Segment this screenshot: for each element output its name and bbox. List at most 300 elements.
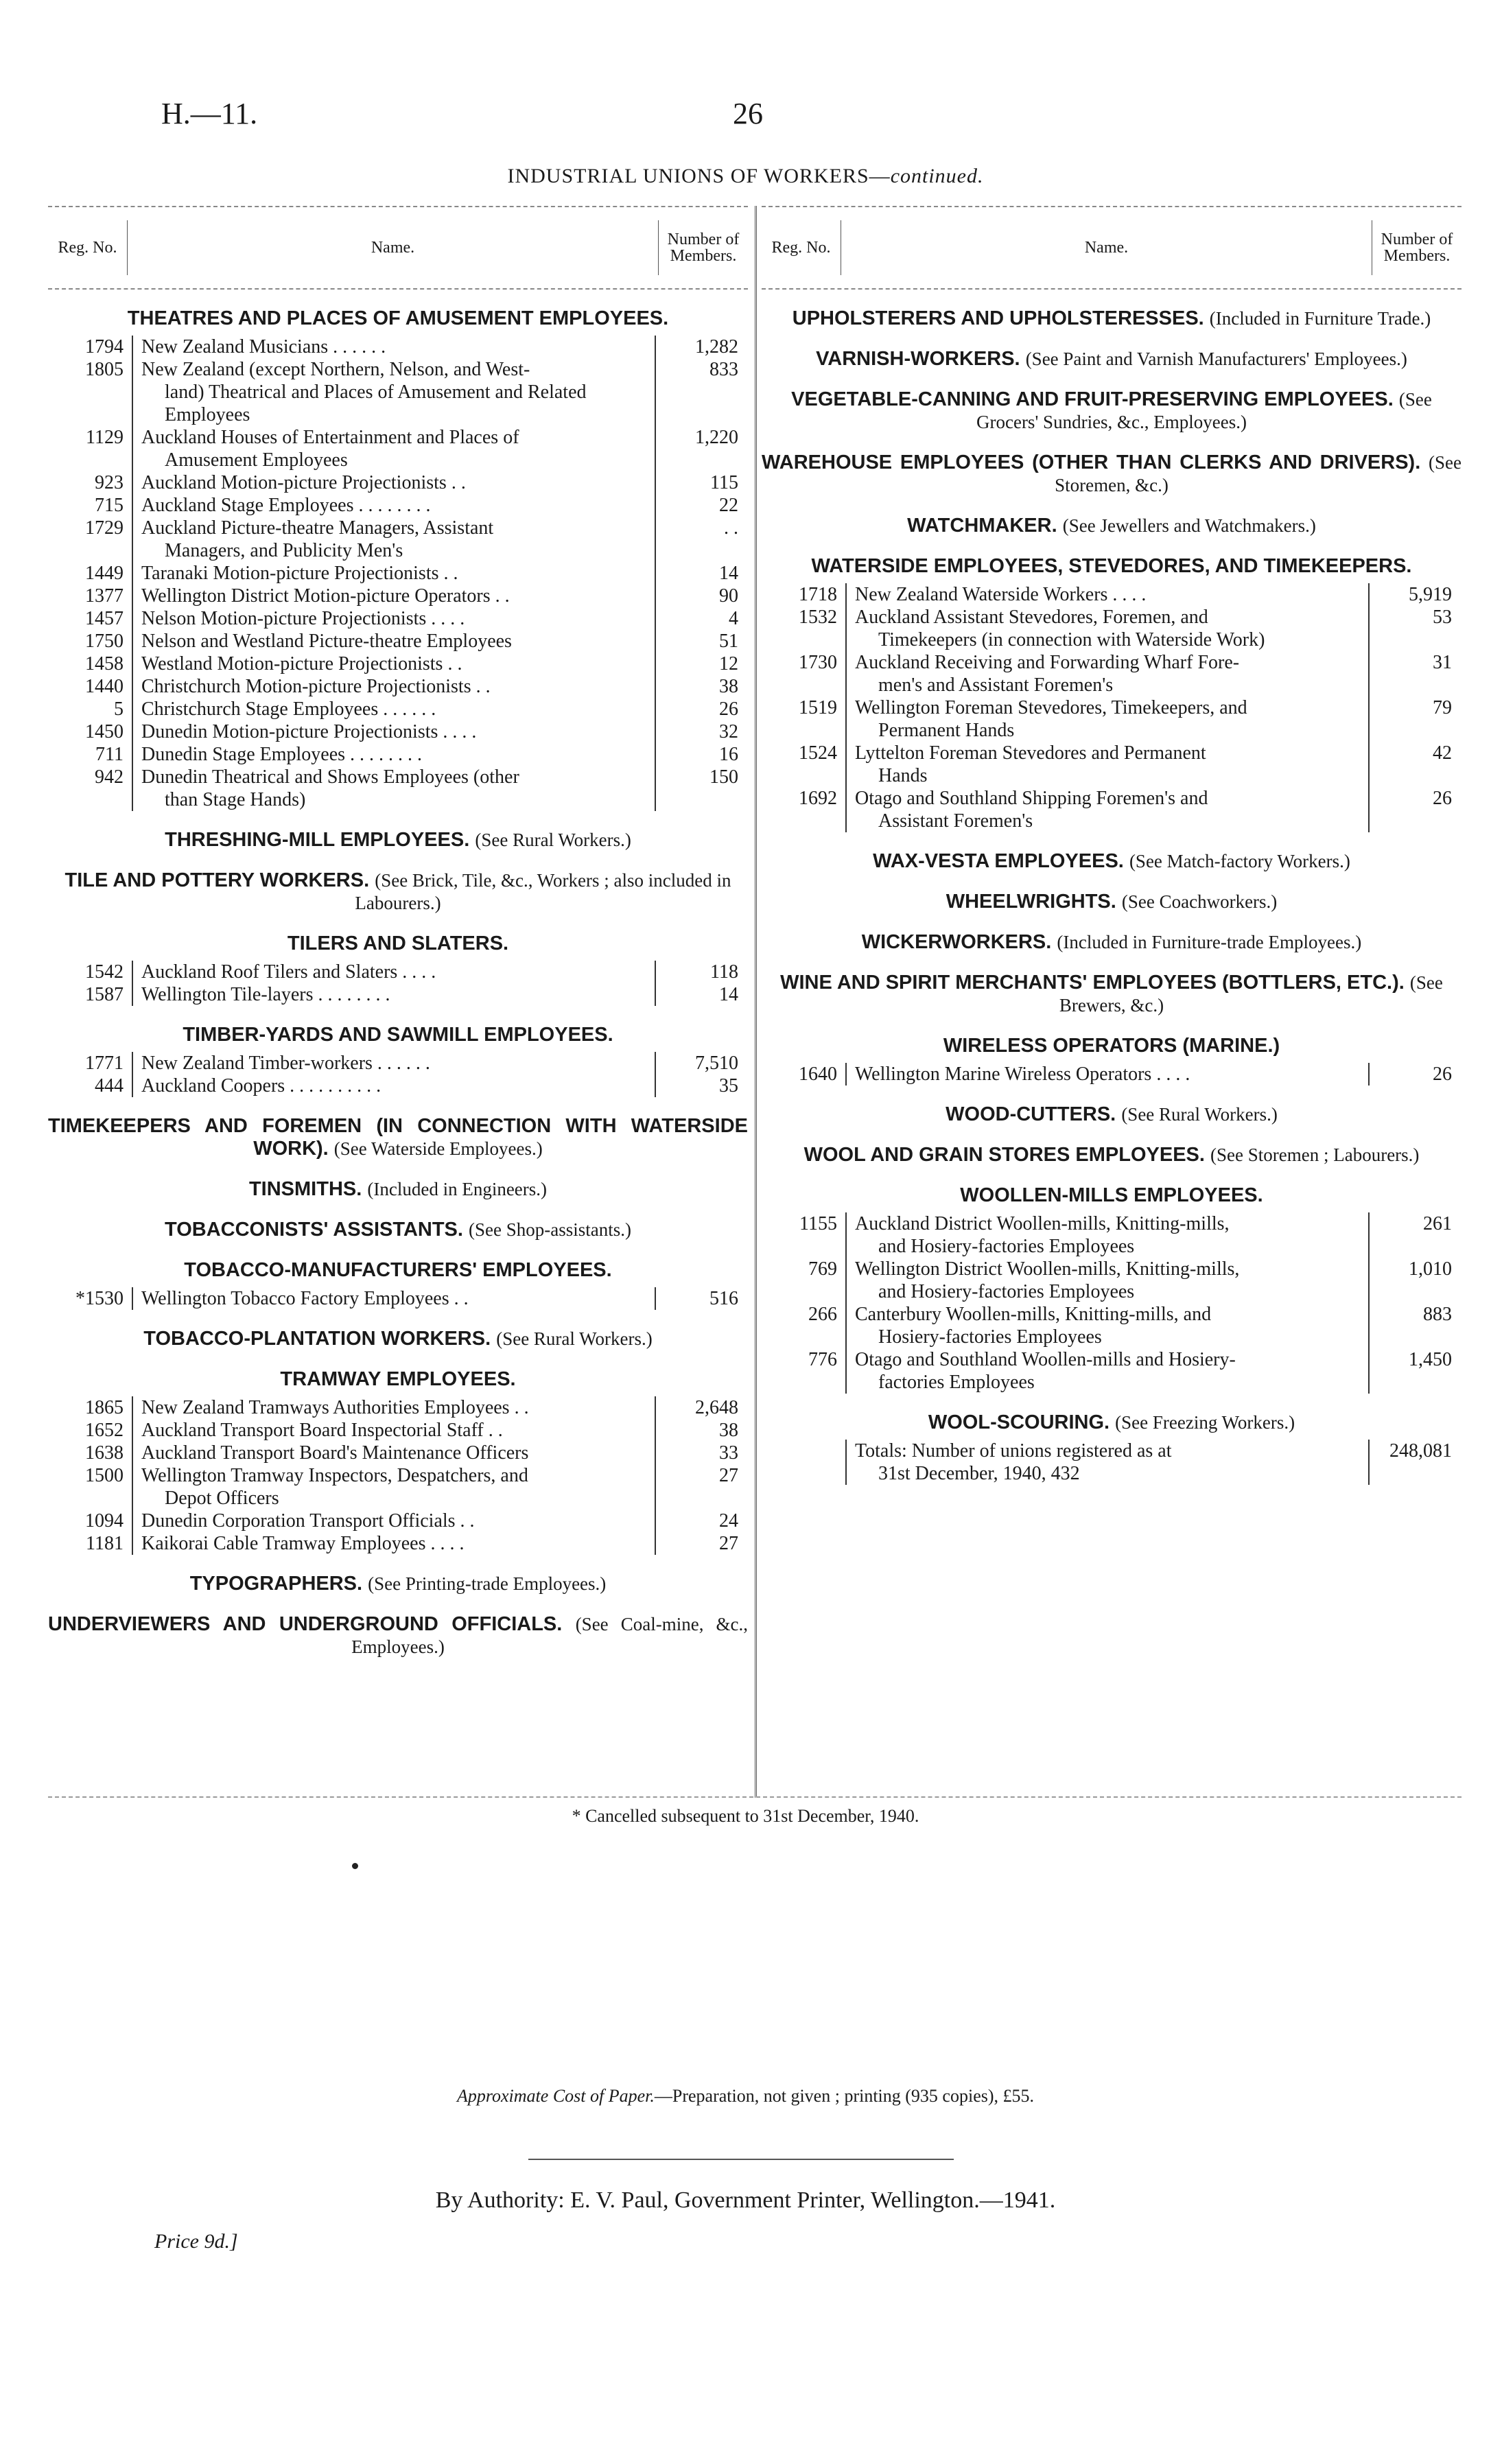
union-name-continued: and Hosiery-factories Employees: [878, 1281, 1135, 1302]
table-row: [48, 1287, 748, 1310]
section-reference: (See Waterside Employees.): [333, 1138, 543, 1159]
union-name-text: Dunedin Motion-picture Projectionists . . . .: [141, 721, 477, 742]
table-header: [762, 206, 1461, 290]
section-name: TOBACCO-PLANTATION WORKERS.: [143, 1328, 491, 1350]
section-title: TIMBER-YARDS AND SAWMILL EMPLOYEES.: [183, 1024, 613, 1046]
member-count: 118: [655, 961, 748, 983]
section-title: [48, 869, 748, 915]
union-name: [133, 653, 655, 675]
table-row: [48, 471, 748, 494]
reg-number: 1865: [48, 1396, 133, 1419]
union-name: [847, 651, 1368, 696]
union-name-continued: and Hosiery-factories Employees: [878, 1236, 1135, 1257]
section-title: [48, 829, 748, 852]
member-count: 38: [655, 1419, 748, 1442]
table-row: [48, 1532, 748, 1555]
section-name: WOOL AND GRAIN STORES EMPLOYEES.: [803, 1144, 1205, 1166]
reg-number: 1750: [48, 630, 133, 653]
union-name: [847, 1348, 1368, 1394]
reg-number: 1718: [762, 583, 847, 606]
member-count: 1,450: [1368, 1348, 1461, 1394]
reg-number: 1771: [48, 1052, 133, 1075]
section-rows: [762, 1063, 1461, 1086]
union-name-continued: Timekeepers (in connection with Waterside Work): [878, 629, 1265, 650]
totals-rows: [762, 1440, 1461, 1485]
union-name: [133, 961, 655, 983]
running-title: [0, 165, 1491, 188]
section-name: UPHOLSTERERS AND UPHOLSTERESSES.: [792, 307, 1204, 329]
member-count: 31: [1368, 651, 1461, 696]
union-name: [133, 698, 655, 720]
page-number: 26: [733, 97, 763, 130]
union-name-text: Wellington District Motion-picture Operators . .: [141, 585, 510, 607]
union-name: [133, 562, 655, 585]
table-row: [48, 766, 748, 811]
section-title: TOBACCO-MANUFACTURERS' EMPLOYEES.: [184, 1259, 612, 1281]
table-row: [48, 698, 748, 720]
section-reference: (See Shop-assistants.): [469, 1219, 631, 1240]
reg-number: 1692: [762, 787, 847, 832]
section-name: VARNISH-WORKERS.: [816, 348, 1020, 370]
table-row: [48, 983, 748, 1006]
section-name: TIMEKEEPERS AND FOREMEN (IN CONNECTION WITH WATERSIDE WORK).: [48, 1115, 748, 1160]
member-count: 1,220: [655, 426, 748, 471]
member-count: 33: [655, 1442, 748, 1464]
reg-number: 1652: [48, 1419, 133, 1442]
section-name: WINE AND SPIRIT MERCHANTS' EMPLOYEES (BOTTLERS, ETC.).: [780, 972, 1405, 994]
reg-number: 769: [762, 1258, 847, 1303]
member-count: 32: [655, 720, 748, 743]
union-name: [133, 585, 655, 607]
header-members: Number of Members.: [1372, 220, 1461, 275]
section-title: WIRELESS OPERATORS (MARINE.): [943, 1035, 1280, 1057]
section-name: WOOD-CUTTERS.: [946, 1103, 1116, 1125]
union-name-text: Wellington Tobacco Factory Employees . .: [141, 1288, 469, 1309]
cost-text: —Preparation, not given ; printing (935 copies), £55.: [654, 2086, 1035, 2106]
member-count: 516: [655, 1287, 748, 1310]
section-title: TRAMWAY EMPLOYEES.: [280, 1368, 516, 1390]
member-count: 26: [1368, 1063, 1461, 1086]
member-count: 1,282: [655, 336, 748, 358]
table-row: [762, 787, 1461, 832]
section-rows: [48, 1287, 748, 1310]
totals-value: 248,081: [1368, 1440, 1461, 1485]
member-count: 14: [655, 983, 748, 1006]
price: Price 9d.]: [154, 2230, 238, 2253]
union-name-continued: men's and Assistant Foremen's: [878, 674, 1114, 696]
union-name-text: Auckland Roof Tilers and Slaters . . . .: [141, 961, 436, 983]
member-count: 22: [655, 494, 748, 517]
reg-number: 1500: [48, 1464, 133, 1510]
union-name: [133, 743, 655, 766]
union-name-text: Westland Motion-picture Projectionists . .: [141, 653, 462, 674]
table-row: [48, 426, 748, 471]
union-name: [847, 583, 1368, 606]
union-name: [847, 606, 1368, 651]
member-count: 833: [655, 358, 748, 426]
member-count: 38: [655, 675, 748, 698]
section-reference: (See Rural Workers.): [1121, 1104, 1278, 1125]
union-name: [133, 1464, 655, 1510]
union-name: [133, 336, 655, 358]
union-name: [133, 1419, 655, 1442]
union-name: [133, 607, 655, 630]
union-name: [847, 696, 1368, 742]
section-title: [762, 850, 1461, 873]
section-title: [762, 515, 1461, 537]
section-name: TOBACCONISTS' ASSISTANTS.: [165, 1219, 463, 1241]
section-reference: (See Storemen ; Labourers.): [1210, 1145, 1420, 1165]
section-name: WAREHOUSE EMPLOYEES (OTHER THAN CLERKS AND DRIVERS).: [762, 451, 1421, 473]
union-name-text: New Zealand (except Northern, Nelson, and West-: [141, 359, 530, 380]
reg-number: 444: [48, 1075, 133, 1097]
section-name: WAX-VESTA EMPLOYEES.: [873, 850, 1124, 872]
table-row: [48, 961, 748, 983]
section-title: THEATRES AND PLACES OF AMUSEMENT EMPLOYEES.: [127, 307, 669, 329]
union-name-text: Auckland District Woollen-mills, Knitting-mills,: [855, 1213, 1230, 1234]
member-count: 35: [655, 1075, 748, 1097]
section-reference: (See Rural Workers.): [496, 1328, 653, 1349]
section-title: [762, 1103, 1461, 1126]
table-row: [48, 653, 748, 675]
table-row: [48, 1464, 748, 1510]
union-name-text: Auckland Stage Employees . . . . . . . .: [141, 495, 431, 516]
totals-label: [847, 1440, 1368, 1485]
reg-number: 942: [48, 766, 133, 811]
union-name: [847, 1063, 1368, 1086]
union-name-text: Auckland Assistant Stevedores, Foremen, and: [855, 607, 1208, 628]
section-title: [762, 451, 1461, 497]
member-count: 53: [1368, 606, 1461, 651]
union-name-text: Nelson Motion-picture Projectionists . . . .: [141, 608, 465, 629]
table-row: [48, 1396, 748, 1419]
table-row: [762, 1303, 1461, 1348]
union-name-text: Wellington Marine Wireless Operators . . . .: [855, 1064, 1190, 1085]
union-name-text: Wellington Foreman Stevedores, Timekeepers, and: [855, 697, 1247, 718]
member-count: 79: [1368, 696, 1461, 742]
union-name: [847, 787, 1368, 832]
reg-number: 1638: [48, 1442, 133, 1464]
union-name: [133, 1052, 655, 1075]
union-name-text: Nelson and Westland Picture-theatre Employees: [141, 631, 512, 652]
table-row: [762, 583, 1461, 606]
header-members: Number of Members.: [658, 220, 748, 275]
union-name-continued: Depot Officers: [165, 1488, 279, 1509]
table-row: [48, 494, 748, 517]
union-name: [133, 766, 655, 811]
section-title: [762, 1144, 1461, 1166]
header-reg-no: Reg. No.: [762, 220, 841, 275]
member-count: 4: [655, 607, 748, 630]
reg-number: 1519: [762, 696, 847, 742]
reg-number: 1640: [762, 1063, 847, 1086]
union-name: [133, 358, 655, 426]
section-reference: (See Rural Workers.): [475, 830, 631, 850]
section-reference: (Included in Furniture Trade.): [1209, 308, 1431, 329]
union-name: [133, 426, 655, 471]
union-name: [133, 983, 655, 1006]
section-reference: (See Paint and Varnish Manufacturers' Employees.): [1025, 349, 1407, 369]
union-name-text: New Zealand Waterside Workers . . . .: [855, 584, 1147, 605]
section-reference: (See Match-factory Workers.): [1129, 851, 1350, 871]
member-count: 42: [1368, 742, 1461, 787]
reg-number: 1457: [48, 607, 133, 630]
union-name-text: New Zealand Tramways Authorities Employees . .: [141, 1397, 529, 1418]
union-name-text: Lyttelton Foreman Stevedores and Permanent: [855, 742, 1206, 764]
reg-number: 1155: [762, 1212, 847, 1258]
union-name-text: Auckland Picture-theatre Managers, Assistant: [141, 517, 494, 539]
reg-number: 1794: [48, 336, 133, 358]
printer-authority: By Authority: E. V. Paul, Government Printer, Wellington.—1941.: [435, 2187, 1056, 2213]
union-name-text: New Zealand Musicians . . . . . .: [141, 336, 386, 357]
reg-number: 1094: [48, 1510, 133, 1532]
union-name-text: Christchurch Motion-picture Projectionists . .: [141, 676, 491, 697]
section-reference: (Included in Furniture-trade Employees.): [1057, 932, 1362, 952]
table-row: [48, 630, 748, 653]
table-row: [48, 675, 748, 698]
union-name-text: Dunedin Corporation Transport Officials . .: [141, 1510, 475, 1532]
table-bottom-rule: [48, 1796, 1461, 1798]
section-reference: (See Freezing Workers.): [1115, 1412, 1295, 1433]
member-count: 883: [1368, 1303, 1461, 1348]
table-row: [762, 1258, 1461, 1303]
union-name: [847, 742, 1368, 787]
section-title: [762, 972, 1461, 1017]
section-name: WICKERWORKERS.: [861, 931, 1052, 953]
union-name: [133, 471, 655, 494]
section-reference: (See Brick, Tile, &c., Workers ; also included in Labourers.): [355, 870, 731, 913]
table-row: [48, 743, 748, 766]
union-name-continued: Hands: [878, 765, 928, 786]
union-name-text: New Zealand Timber-workers . . . . . .: [141, 1053, 430, 1074]
section-reference: (See Coal-mine, &c., Employees.): [351, 1614, 749, 1657]
reg-number: 1805: [48, 358, 133, 426]
table-row: [48, 358, 748, 426]
table-row: [48, 1075, 748, 1097]
reg-number: 715: [48, 494, 133, 517]
table-row: [48, 585, 748, 607]
reg-number: 711: [48, 743, 133, 766]
section-title: [48, 1613, 748, 1658]
header-name: Name.: [1084, 239, 1129, 257]
union-name: [133, 675, 655, 698]
union-name-text: Auckland Transport Board Inspectorial Staff . .: [141, 1420, 503, 1441]
footnote: * Cancelled subsequent to 31st December, 1940.: [572, 1806, 919, 1826]
section-title: [48, 1178, 748, 1201]
reg-number: 1729: [48, 517, 133, 562]
totals-reg-blank: [762, 1440, 847, 1485]
union-name-text: Wellington Tile-layers . . . . . . . .: [141, 984, 390, 1005]
reg-number: 1450: [48, 720, 133, 743]
totals-row: [762, 1440, 1461, 1485]
section-reference: (See Printing-trade Employees.): [368, 1573, 607, 1594]
left-column: [48, 206, 748, 1664]
union-name-continued: Managers, and Publicity Men's: [165, 540, 403, 561]
section-rows: [48, 336, 748, 811]
section-rows: [48, 1396, 748, 1555]
reg-number: 1587: [48, 983, 133, 1006]
section-title: [48, 1115, 748, 1160]
reg-number: 1449: [48, 562, 133, 585]
column-divider: [755, 206, 757, 1798]
page-reference: H.—11.: [161, 97, 258, 130]
union-name-text: Dunedin Stage Employees . . . . . . . .: [141, 744, 423, 765]
union-name: [133, 1287, 655, 1310]
section-name: WATCHMAKER.: [907, 515, 1057, 537]
union-name: [847, 1212, 1368, 1258]
union-name: [133, 517, 655, 562]
section-title: [762, 931, 1461, 954]
reg-number: 776: [762, 1348, 847, 1394]
section-rows: [48, 1052, 748, 1097]
member-count: 150: [655, 766, 748, 811]
union-name: [133, 494, 655, 517]
section-title: WOOLLEN-MILLS EMPLOYEES.: [960, 1184, 1263, 1206]
union-name-text: Auckland Transport Board's Maintenance Officers: [141, 1442, 529, 1464]
reg-number: 1524: [762, 742, 847, 787]
union-name-text: Dunedin Theatrical and Shows Employees (other: [141, 766, 519, 788]
table-row: [762, 696, 1461, 742]
union-name-text: Auckland Receiving and Forwarding Wharf Fore-: [855, 652, 1240, 673]
member-count: 2,648: [655, 1396, 748, 1419]
section-name: TILE AND POTTERY WORKERS.: [64, 869, 370, 891]
member-count: 26: [1368, 787, 1461, 832]
union-name: [847, 1303, 1368, 1348]
section-reference: (See Jewellers and Watchmakers.): [1062, 515, 1316, 536]
member-count: 16: [655, 743, 748, 766]
section-reference: (Included in Engineers.): [367, 1179, 548, 1199]
table-row: [762, 651, 1461, 696]
union-name-text: Wellington District Woollen-mills, Knitting-mills,: [855, 1258, 1240, 1280]
member-count: 24: [655, 1510, 748, 1532]
member-count: 12: [655, 653, 748, 675]
member-count: 90: [655, 585, 748, 607]
table-row: [762, 606, 1461, 651]
table-row: [48, 1442, 748, 1464]
reg-number: 1458: [48, 653, 133, 675]
union-name: [133, 1075, 655, 1097]
member-count: 5,919: [1368, 583, 1461, 606]
union-name-continued: Assistant Foremen's: [878, 810, 1033, 832]
section-reference: (See Brewers, &c.): [1059, 972, 1443, 1016]
totals-label-continued: 31st December, 1940, 432: [878, 1463, 1080, 1484]
union-name-text: Auckland Coopers . . . . . . . . . .: [141, 1075, 381, 1096]
table-header: [48, 206, 748, 290]
union-name-continued: land) Theatrical and Places of Amusement and Related Employees: [165, 382, 587, 425]
union-name-text: Taranaki Motion-picture Projectionists . .: [141, 563, 458, 584]
section-rows: [762, 1212, 1461, 1394]
section-name: WOOL-SCOURING.: [928, 1411, 1110, 1433]
totals-label-text: Totals: Number of unions registered as at: [855, 1440, 1172, 1462]
section-rows: [762, 583, 1461, 832]
union-name: [133, 1396, 655, 1419]
union-name: [133, 1442, 655, 1464]
union-name-text: Otago and Southland Woollen-mills and Hosiery-: [855, 1349, 1236, 1370]
section-title: [762, 1411, 1461, 1434]
running-title-continued: continued.: [890, 165, 984, 187]
section-title: [48, 1328, 748, 1350]
section-title: [762, 348, 1461, 371]
union-name-continued: Permanent Hands: [878, 720, 1015, 741]
reg-number: *1530: [48, 1287, 133, 1310]
table-row: [48, 517, 748, 562]
section-title: [48, 1219, 748, 1241]
section-title: [48, 1573, 748, 1595]
reg-number: 1377: [48, 585, 133, 607]
section-reference: (See Storemen, &c.): [1055, 452, 1461, 495]
union-name: [133, 1510, 655, 1532]
union-name-text: Wellington Tramway Inspectors, Despatchers, and: [141, 1465, 528, 1486]
union-name-text: Kaikorai Cable Tramway Employees . . . .: [141, 1533, 465, 1554]
table-row: [48, 1419, 748, 1442]
member-count: 14: [655, 562, 748, 585]
union-name-text: Auckland Motion-picture Projectionists . .: [141, 472, 466, 493]
union-name-continued: Amusement Employees: [165, 449, 348, 471]
table-row: [762, 742, 1461, 787]
reg-number: 1129: [48, 426, 133, 471]
section-name: UNDERVIEWERS AND UNDERGROUND OFFICIALS.: [48, 1613, 563, 1635]
section-name: WHEELWRIGHTS.: [946, 891, 1116, 913]
section-reference: (See Grocers' Sundries, &c., Employees.): [976, 389, 1432, 432]
reg-number: 1181: [48, 1532, 133, 1555]
union-name-continued: factories Employees: [878, 1372, 1035, 1393]
reg-number: 1542: [48, 961, 133, 983]
member-count: 7,510: [655, 1052, 748, 1075]
reg-number: 1440: [48, 675, 133, 698]
section-title: [762, 307, 1461, 330]
cost-label: Approximate Cost of Paper.: [456, 2086, 655, 2106]
union-name-continued: Hosiery-factories Employees: [878, 1326, 1102, 1348]
section-title: WATERSIDE EMPLOYEES, STEVEDORES, AND TIMEKEEPERS.: [811, 555, 1412, 577]
union-name: [133, 1532, 655, 1555]
union-name-text: Otago and Southland Shipping Foremen's and: [855, 788, 1208, 809]
table-row: [48, 720, 748, 743]
union-name-text: Canterbury Woollen-mills, Knitting-mills, and: [855, 1304, 1212, 1325]
union-name: [847, 1258, 1368, 1303]
table-row: [48, 562, 748, 585]
union-name-text: Christchurch Stage Employees . . . . . .: [141, 699, 436, 720]
union-name: [133, 720, 655, 743]
section-title: TILERS AND SLATERS.: [287, 932, 509, 954]
reg-number: 923: [48, 471, 133, 494]
member-count: . .: [655, 517, 748, 562]
member-count: 26: [655, 698, 748, 720]
reg-number: 1532: [762, 606, 847, 651]
member-count: 51: [655, 630, 748, 653]
member-count: 27: [655, 1464, 748, 1510]
table-row: [48, 1510, 748, 1532]
divider-rule: [528, 2159, 954, 2160]
section-name: THRESHING-MILL EMPLOYEES.: [165, 829, 470, 851]
member-count: 115: [655, 471, 748, 494]
union-name-continued: than Stage Hands): [165, 789, 306, 810]
section-name: VEGETABLE-CANNING AND FRUIT-PRESERVING EMPLOYEES.: [791, 388, 1394, 410]
cost-of-paper: [0, 2086, 1491, 2107]
reg-number: 266: [762, 1303, 847, 1348]
running-title-main: INDUSTRIAL UNIONS OF WORKERS—: [507, 165, 891, 187]
right-column: [762, 206, 1461, 1492]
section-name: TYPOGRAPHERS.: [189, 1573, 363, 1595]
reg-number: 1730: [762, 651, 847, 696]
table-row: [762, 1063, 1461, 1086]
reg-number: 5: [48, 698, 133, 720]
table-row: [48, 336, 748, 358]
member-count: 1,010: [1368, 1258, 1461, 1303]
table-row: [48, 1052, 748, 1075]
table-row: [762, 1212, 1461, 1258]
union-name-text: Auckland Houses of Entertainment and Places of: [141, 427, 519, 448]
section-rows: [48, 961, 748, 1006]
